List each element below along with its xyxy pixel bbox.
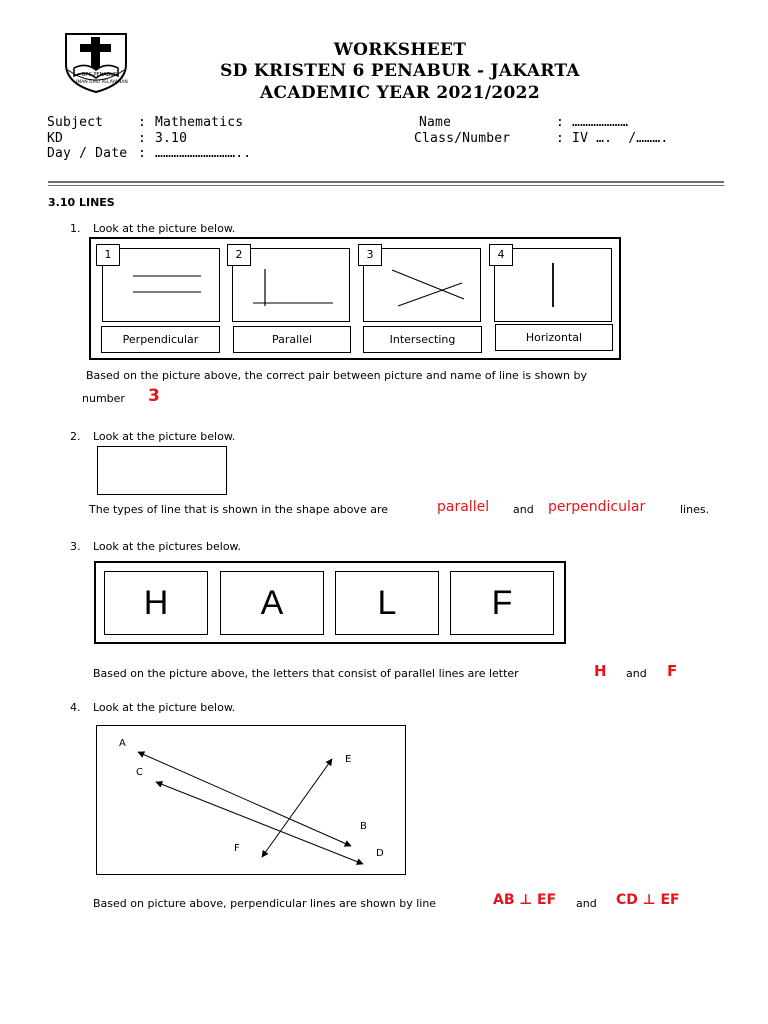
point-c-label: C — [136, 767, 143, 778]
q4-answer-2[interactable]: CD ⊥ EF — [616, 892, 680, 908]
point-d-label: D — [376, 848, 384, 859]
q2-conj: and — [513, 503, 534, 516]
academic-year: ACADEMIC YEAR 2021/2022 — [260, 83, 540, 103]
header-divider-top — [48, 181, 724, 183]
q1-name-1: Perpendicular — [101, 326, 220, 353]
q2-rectangle-figure — [97, 446, 227, 495]
subject-value: Mathematics — [155, 115, 244, 130]
point-a-label: A — [119, 738, 126, 749]
subject-label: Subject — [47, 115, 104, 130]
q4-prompt: Look at the picture below. — [93, 701, 236, 714]
kd-value: 3.10 — [155, 131, 188, 146]
q3-letter-l: L — [335, 571, 439, 635]
day-date-value[interactable]: ………………………….. — [155, 146, 252, 161]
q1-prompt: Look at the picture below. — [93, 222, 236, 235]
q1-answer[interactable]: 3 — [148, 386, 160, 406]
q3-letter-h: H — [104, 571, 208, 635]
q3-statement: Based on the picture above, the letters that consist of parallel lines are letter — [93, 667, 519, 680]
q3-prompt: Look at the pictures below. — [93, 540, 242, 553]
q4-lines-figure — [97, 726, 405, 874]
q2-number: 2. — [70, 430, 81, 443]
q1-tag-2: 2 — [227, 244, 251, 266]
q1-tag-1: 1 — [96, 244, 120, 266]
q1-tag-3: 3 — [358, 244, 382, 266]
q3-answer-2[interactable]: F — [667, 662, 678, 680]
q2-statement-end: lines. — [680, 503, 710, 516]
q2-statement: The types of line that is shown in the shape above are — [89, 503, 388, 516]
q4-answer-1[interactable]: AB ⊥ EF — [493, 892, 557, 908]
q1-name-2: Parallel — [233, 326, 351, 353]
q3-answer-1[interactable]: H — [594, 662, 607, 680]
day-date-sep: : — [138, 146, 147, 161]
q3-conj: and — [626, 667, 647, 680]
logo-motto-bottom: IMAN ILMU PELAYANAN — [76, 80, 128, 85]
subject-sep: : — [138, 115, 147, 130]
parallel-lines-figure — [103, 249, 219, 321]
q4-statement: Based on picture above, perpendicular lines are shown by line — [93, 897, 437, 910]
header-divider-bottom — [48, 185, 724, 186]
section-title: 3.10 LINES — [48, 196, 115, 209]
school-name: SD KRISTEN 6 PENABUR - JAKARTA — [220, 61, 580, 81]
name-label: Name — [419, 115, 452, 130]
q3-letter-a: A — [220, 571, 324, 635]
q1-statement-cont: number — [82, 392, 125, 405]
point-b-label: B — [360, 821, 367, 832]
q4-number: 4. — [70, 701, 81, 714]
q2-answer-2[interactable]: perpendicular — [548, 499, 646, 515]
q1-tag-4: 4 — [489, 244, 513, 266]
q3-number: 3. — [70, 540, 81, 553]
q1-statement: Based on the picture above, the correct pair between picture and name of line is shown by — [86, 369, 587, 382]
point-f-label: F — [234, 843, 240, 854]
class-number-label: Class/Number — [414, 131, 511, 146]
line-ab — [138, 752, 351, 846]
line-cd — [156, 782, 363, 864]
kd-sep: : — [138, 131, 147, 146]
line-ef — [262, 759, 332, 857]
q4-conj: and — [576, 897, 597, 910]
q1-number: 1. — [70, 222, 81, 235]
q2-answer-1[interactable]: parallel — [437, 499, 490, 515]
q1-name-4: Horizontal — [495, 324, 613, 351]
q4-picture-frame — [96, 725, 406, 875]
name-field[interactable]: : ………………… — [556, 115, 629, 130]
day-date-label: Day / Date — [47, 146, 128, 161]
logo-motto-top: BPK PENABUR — [82, 72, 118, 78]
q1-name-3: Intersecting — [363, 326, 482, 353]
q2-prompt: Look at the picture below. — [93, 430, 236, 443]
kd-label: KD — [47, 131, 64, 146]
q3-letter-f: F — [450, 571, 554, 635]
class-number-field[interactable]: : IV …. /………. — [556, 131, 669, 146]
worksheet-title: WORKSHEET — [333, 40, 467, 60]
point-e-label: E — [345, 754, 352, 765]
